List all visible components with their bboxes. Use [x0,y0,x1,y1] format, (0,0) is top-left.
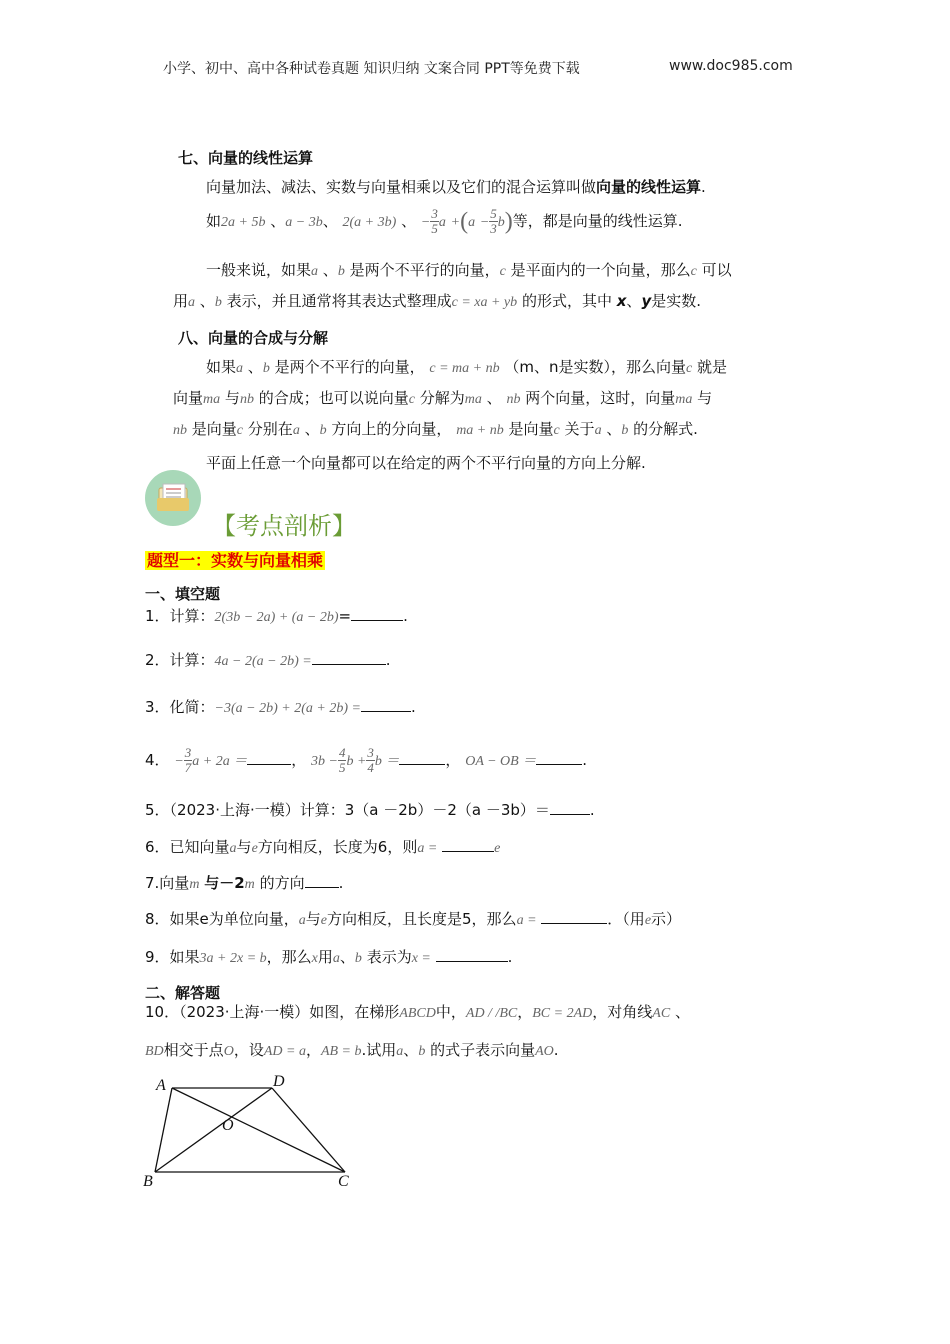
text: 表示，并且通常将其表达式整理成 [226,292,452,310]
fill-heading: 一、填空题 [145,585,221,603]
var-x: x [616,292,627,310]
math: a [311,264,319,279]
text: 8．如果e为单位向量， [145,910,299,928]
math: x = [411,951,431,966]
text: 方向相反，且长度是5，那么 [327,910,517,928]
math: a [438,215,446,230]
answer-blank[interactable] [550,800,590,815]
type-label: 题型一：实数与向量相乘 [147,551,324,570]
text: 的形式，其中 [521,292,612,310]
header-url[interactable]: www.doc985.com [669,58,793,74]
text: 9．如果 [145,948,200,966]
label-o: O [222,1117,234,1134]
math: c = xa + yb [451,295,518,310]
text: .试用 [361,1041,397,1059]
math: 2(a + 3b) [342,215,397,230]
fraction [184,746,193,775]
text: 、 [606,420,622,438]
math: nb [239,392,254,407]
math: a [292,423,300,438]
text: . [701,178,706,196]
diagonal-bd [155,1088,272,1172]
paren: ) [504,208,513,235]
text: 与 [697,389,713,407]
section-8-title: 八、向量的合成与分解 [178,329,329,347]
math: c [553,423,560,438]
math: ma + nb [456,423,504,438]
fraction [366,746,375,775]
math: a = [417,841,438,856]
text: 方向相反，长度为6，则 [257,838,418,856]
q-label: 4． [145,751,170,769]
bold-term: 向量的线性运算 [596,178,702,196]
num: 3 [367,745,374,760]
math: AB = b [320,1044,362,1059]
math: b [262,361,270,376]
math: a [236,361,244,376]
text: 、 [403,1041,419,1059]
folder-icon-graphic [145,470,201,526]
math: b [497,215,505,230]
answer-heading: 二、解答题 [145,984,221,1002]
question-10-line1 [145,1002,690,1024]
edge-dc [272,1088,345,1172]
math: a [396,1044,404,1059]
text: 、 [339,948,355,966]
text: 向量加法、减法、实数与向量相乘以及它们的混合运算叫做 [206,178,597,196]
text: 的分解式. [633,420,698,438]
text: 示） [651,910,682,928]
answer-blank[interactable] [305,873,339,888]
text: 是平面内的一个向量，那么 [510,261,691,279]
math: + [450,215,461,230]
q-label: 1．计算： [145,607,215,625]
sec8-para1 [206,357,727,379]
math: x [311,951,318,966]
folder-icon [145,470,201,526]
sec7-examples [206,201,683,241]
math: − [420,215,431,230]
question-9: 9．如果3a + 2x = b，那么x用a、b 表示为x = . [145,948,513,966]
math: − [479,215,490,230]
math: c [690,264,697,279]
sec7-para3 [206,260,732,282]
text: 用 [317,948,333,966]
text: . [553,1041,559,1059]
label-c: C [338,1173,349,1190]
text: 与－2 [204,874,245,892]
num: 4 [338,745,346,760]
text: 方向上的分向量， [331,420,452,438]
text: 相交于点 [163,1041,224,1059]
text: 、 [322,261,338,279]
math: 2a + 5b [221,215,266,230]
fraction [489,207,498,236]
math: a [594,423,602,438]
text: 10．（2023·上海·一模）如图，在梯形 [145,1003,400,1021]
answer-blank[interactable] [247,750,291,765]
edge-ab [155,1088,172,1172]
fraction [430,207,439,236]
text: 与 [236,838,252,856]
text: 两个向量，这时，向量 [525,389,676,407]
math: OA − OB ＝ [465,754,537,769]
math: AD / /BC [465,1006,518,1021]
math: −3(a − 2b) + 2(a + 2b) = [214,701,361,716]
text: 是向量 [508,420,554,438]
text: 7.向量 [145,874,190,892]
math: AC [652,1006,671,1021]
text: 一般来说，如果 [206,261,312,279]
answer-blank[interactable] [351,606,403,621]
num: 3 [184,745,192,760]
math: a = [516,913,537,928]
text: ， [517,1003,533,1021]
text: 的式子表示向量 [430,1041,536,1059]
math: m [189,877,200,892]
label-a: A [156,1077,166,1094]
text: ，设 [233,1041,264,1059]
text: 、 [270,212,286,230]
math: b [354,951,362,966]
math: − [174,754,184,769]
text: 是两个不平行的向量， [274,358,425,376]
math: e [320,913,328,928]
sec8-para2 [173,388,712,410]
text: 是实数. [651,292,701,310]
answer-blank[interactable] [541,909,607,924]
math: 3a + 2x = b [199,951,267,966]
text: = [338,607,352,625]
den: 7 [184,760,192,775]
text: 、 [304,420,320,438]
question-6 [145,837,500,859]
text: 分解为 [419,389,465,407]
math: 2(3b − 2a) + (a − 2b) [214,610,339,625]
q-text: 5．（2023·上海·一模）计算：3（a －2b）－2（a －3b）＝ [145,801,550,819]
header-left: 小学、初中、高中各种试卷真题 知识归纳 文案合同 PPT等免费下载 [163,61,580,77]
question-7: 7.向量m 与－2m 的方向 . [145,874,344,892]
question-1: 1．计算：2(3b − 2a) + (a − 2b)= . [145,607,408,625]
math: c [408,392,415,407]
sec8-para4: 平面上任意一个向量都可以在给定的两个不平行向量的方向上分解. [206,454,646,472]
math: b [418,1044,426,1059]
text: 、 [247,358,263,376]
label-d: D [273,1073,285,1090]
den: 5 [338,760,346,775]
den: 5 [431,221,438,236]
math: a − 3b [285,215,323,230]
text: 分别在 [247,420,293,438]
q-label: 2．计算： [145,651,215,669]
math: c [236,423,244,438]
text: 6．已知向量 [145,838,230,856]
answer-blank[interactable] [436,947,508,962]
text: 是向量 [191,420,237,438]
sec7-para4 [173,291,701,313]
math: a [332,951,340,966]
diagonal-ac [172,1088,345,1172]
math: ABCD [399,1006,436,1021]
math: e [494,841,501,856]
text: 、 [674,1003,690,1021]
math: a [298,913,306,928]
question-10-line2 [145,1040,559,1062]
math: b ＝ [374,754,400,769]
math: c = ma + nb [429,361,500,376]
text: 可以 [701,261,732,279]
math: ma [464,392,482,407]
text: 中， [435,1003,466,1021]
math: e [251,841,258,856]
text: 表示为 [366,948,412,966]
sec8-para3 [173,419,698,441]
section-7-title: 七、向量的线性运算 [178,149,314,167]
math: a [468,215,476,230]
text: 、 [401,212,417,230]
text: 的合成；也可以说向量 [258,389,409,407]
text: 的方向 [259,874,305,892]
answer-blank[interactable] [312,650,386,665]
math: c [686,361,693,376]
question-4: 4． − $\frac{3}{7}$ a + 2a ＝ ， 3b − $\frac{4}{5}$ b + $\frac{3}{4}$ b ＝ ， OA − OB ＝ . [145,745,588,775]
math: b [337,264,345,279]
math: 4a − 2(a − 2b) = [214,654,312,669]
text: 与 [224,389,240,407]
answer-blank[interactable] [536,750,582,765]
text: 、 [626,292,642,310]
math: a + 2a ＝ [192,754,248,769]
answer-blank[interactable] [361,697,411,712]
math: BC = 2AD [532,1006,593,1021]
question-8 [145,909,681,931]
paren: ( [460,208,469,235]
math: O [223,1044,234,1059]
text: ，对角线 [592,1003,653,1021]
label-b: B [143,1173,153,1190]
math: nb [506,392,521,407]
type-heading [145,548,325,571]
num: 3 [431,206,438,221]
text: 是两个不平行的向量， [349,261,500,279]
math: c [499,264,506,279]
math: AD = a [263,1044,306,1059]
math: a [229,841,237,856]
text: 、 [199,292,215,310]
math: nb [173,423,187,438]
text: 与 [305,910,321,928]
math: b [319,423,327,438]
math: ma [203,392,221,407]
text: 用 [173,292,189,310]
text: 向量 [173,389,204,407]
question-5: 5．（2023·上海·一模）计算：3（a －2b）－2（a －3b）＝ . [145,801,595,819]
math: e [644,913,652,928]
text: 如 [206,212,222,230]
q-label: 3．化简： [145,698,215,716]
math: 3b − [311,754,338,769]
trapezoid-figure [140,1070,360,1195]
answer-blank[interactable] [399,750,445,765]
math: AO [535,1044,554,1059]
math: b [214,295,222,310]
banner-title: 【考点剖析】 [212,512,356,540]
num: 5 [490,206,497,221]
text: ，那么 [266,948,312,966]
math: ma [675,392,693,407]
den: 4 [367,760,374,775]
math: b [621,423,629,438]
math: m [244,877,255,892]
text: 、 [322,212,338,230]
text: 关于 [564,420,595,438]
question-3: 3．化简：−3(a − 2b) + 2(a + 2b) = . [145,698,416,716]
text: 就是 [697,358,728,376]
text: 、 [486,389,502,407]
answer-blank[interactable] [442,837,494,852]
text: 等，都是向量的线性运算. [512,212,683,230]
text: ， [305,1041,321,1059]
math: b + [346,754,367,769]
den: 3 [490,221,497,236]
text: 如果 [206,358,237,376]
math: a [188,295,196,310]
var-y: y [641,292,652,310]
question-2: 2．计算：4a − 2(a − 2b) = . [145,651,391,669]
math: BD [145,1044,164,1059]
sec7-para1 [206,177,706,197]
text: ．（用 [607,910,645,928]
text: （m、n是实数），那么向量 [504,358,687,376]
